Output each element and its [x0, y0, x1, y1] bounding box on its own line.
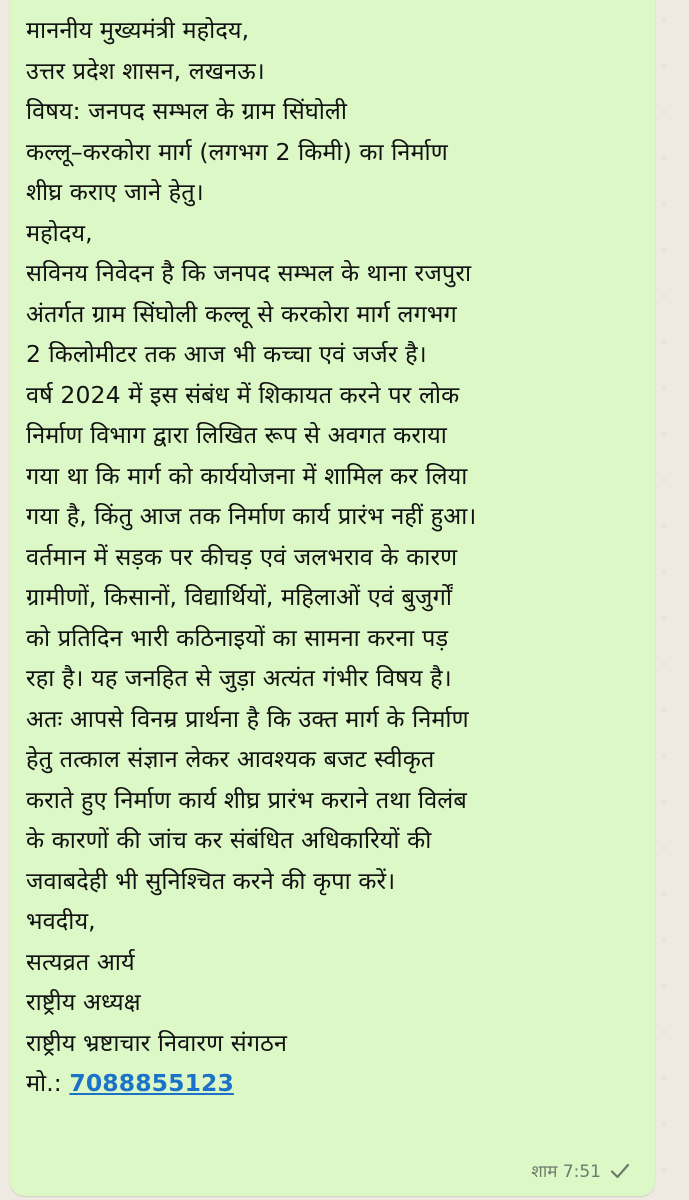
outgoing-message-bubble[interactable]: [10, 0, 655, 1196]
message-line: निर्माण विभाग द्वारा लिखित रूप से अवगत कराया: [26, 421, 447, 449]
message-line: माननीय मुख्यमंत्री महोदय,: [26, 16, 250, 44]
message-line: राष्ट्रीय अध्यक्ष: [26, 988, 141, 1016]
message-line: अंतर्गत ग्राम सिंघोली कल्लू से करकोरा मार्ग लगभग: [26, 299, 457, 328]
message-line: भवदीय,: [26, 907, 96, 935]
message-line: महोदय,: [26, 218, 93, 247]
message-line: वर्तमान में सड़क पर कीचड़ एवं जलभराव के कारण: [26, 542, 458, 571]
message-line: ग्रामीणों, किसानों, विद्यार्थियों, महिलाओं एवं बुजुर्गों: [26, 583, 453, 611]
message-line: राष्ट्रीय भ्रष्टाचार निवारण संगठन: [26, 1028, 287, 1057]
message-line: कराते हुए निर्माण कार्य शीघ्र प्रारंभ कराने तथा विलंब: [26, 785, 467, 814]
message-line: वर्ष 2024 में इस संबंध में शिकायत करने पर लोक: [26, 380, 460, 409]
message-meta: [531, 1159, 631, 1182]
message-line: रहा है। यह जनहित से जुड़ा अत्यंत गंभीर विषय है।: [26, 664, 452, 692]
message-line: शीघ्र कराए जाने हेतु।: [26, 178, 204, 206]
message-line: 2 किलोमीटर तक आज भी कच्चा एवं जर्जर है।: [26, 340, 427, 368]
message-line: सविनय निवेदन है कि जनपद सम्भल के थाना रजपुरा: [26, 259, 472, 287]
phone-prefix: मो.:: [26, 1069, 62, 1097]
message-text: [26, 10, 645, 1104]
message-line: गया है, किंतु आज तक निर्माण कार्य प्रारंभ नहीं हुआ।: [26, 502, 477, 530]
single-check-icon: [609, 1161, 631, 1181]
phone-number-link[interactable]: 7088855123: [69, 1069, 234, 1097]
message-line: उत्तर प्रदेश शासन, लखनऊ।: [26, 56, 265, 85]
phone-row: [26, 1063, 645, 1104]
message-time: शाम 7:51: [531, 1162, 601, 1182]
message-line: हेतु तत्काल संज्ञान लेकर आवश्यक बजट स्वीकृत: [26, 745, 435, 773]
message-line: सत्यव्रत आर्य: [26, 947, 135, 976]
message-line: गया था कि मार्ग को कार्ययोजना में शामिल कर लिया: [26, 461, 468, 490]
message-line: कल्लू–करकोरा मार्ग (लगभग 2 किमी) का निर्माण: [26, 137, 448, 166]
message-line: को प्रतिदिन भारी कठिनाइयों का सामना करना पड़: [26, 623, 449, 652]
message-line: जवाबदेही भी सुनिश्चित करने की कृपा करें।: [26, 866, 396, 895]
message-line: अतः आपसे विनम्र प्रार्थना है कि उक्त मार्ग के निर्माण: [26, 704, 469, 733]
message-line: के कारणों की जांच कर संबंधित अधिकारियों की: [26, 826, 432, 854]
message-line: विषय: जनपद सम्भल के ग्राम सिंघोली: [26, 97, 348, 125]
